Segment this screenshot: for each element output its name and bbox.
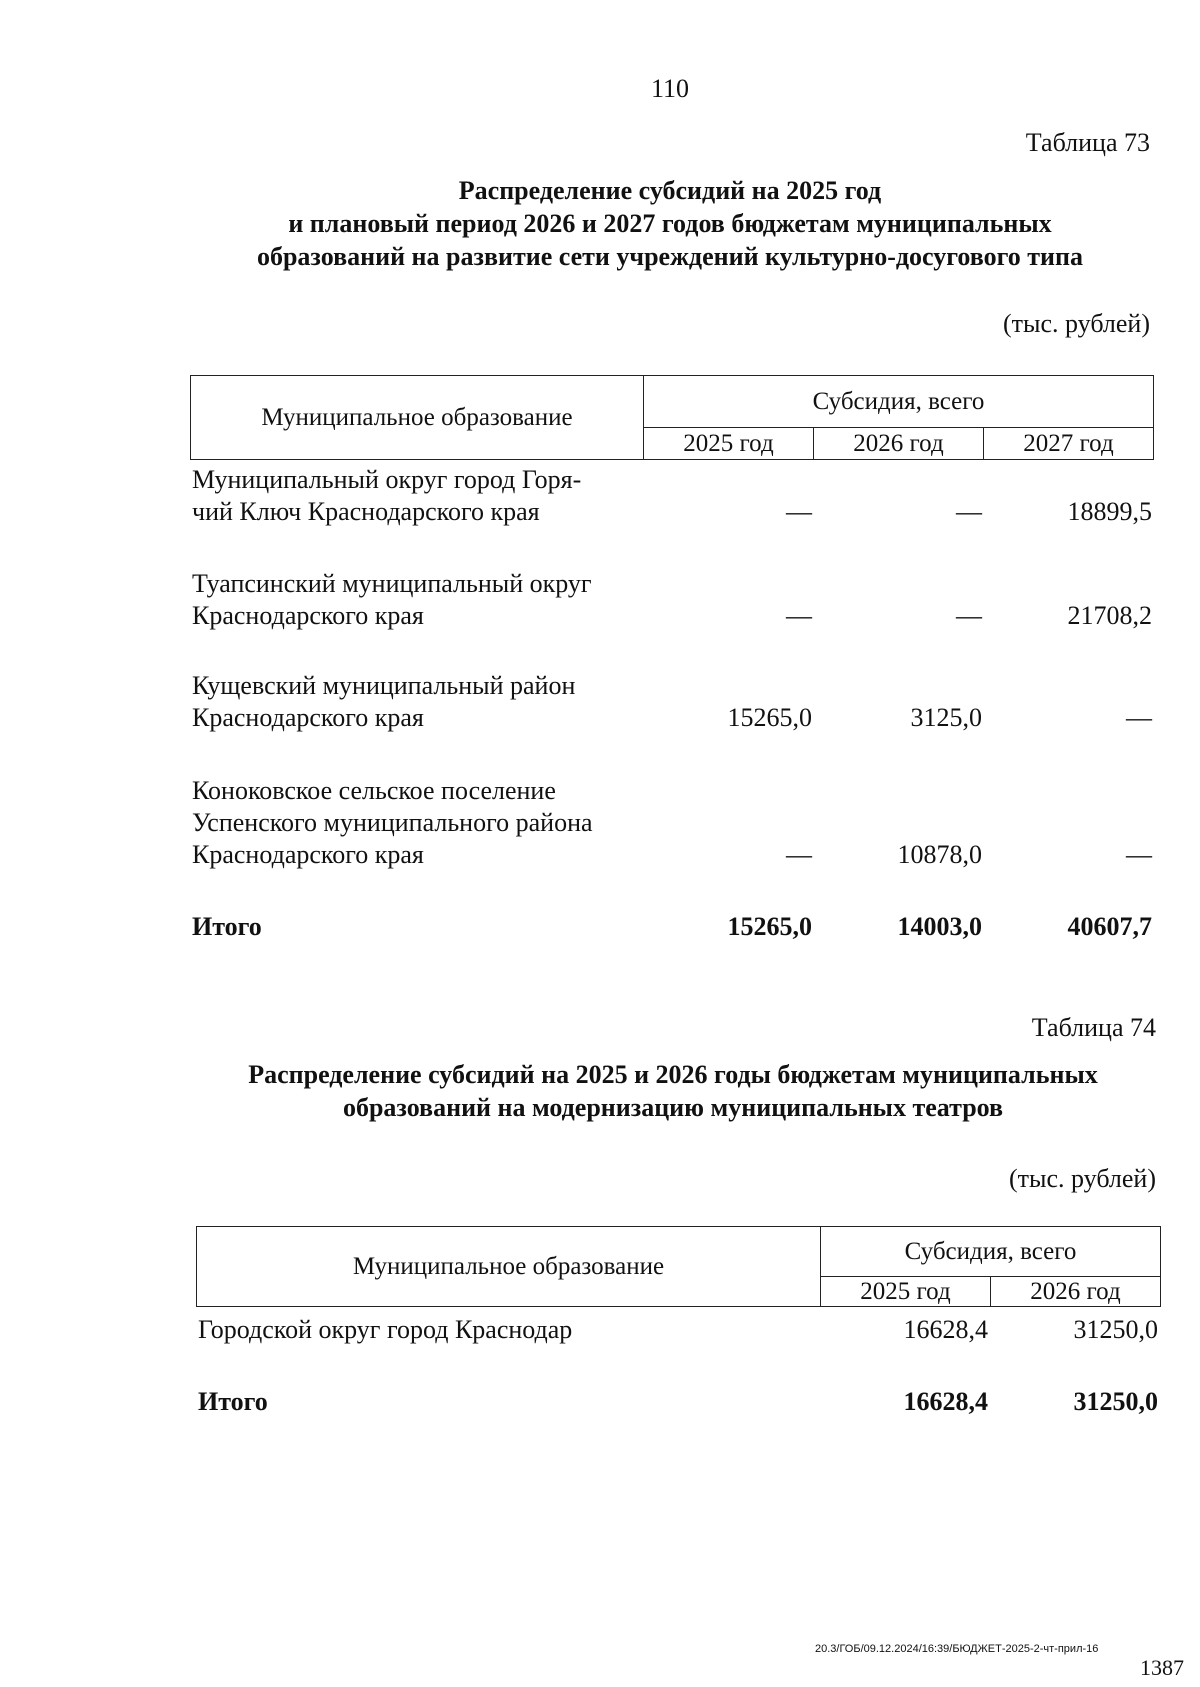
cell-2027: 18899,5 xyxy=(1067,497,1152,526)
title-line: и плановый период 2026 и 2027 годов бюджетам муниципальных xyxy=(288,209,1052,238)
table-total-row xyxy=(198,1386,1158,1420)
cell-2026: — xyxy=(956,601,982,630)
page-number: 110 xyxy=(650,74,690,103)
total-2025: 15265,0 xyxy=(727,912,812,941)
title-line: образований на модернизацию муниципальных театров xyxy=(342,1093,1004,1122)
cell-2027: — xyxy=(1126,703,1152,732)
row-name-line: Кущевский муниципальный район xyxy=(192,671,576,700)
table-row xyxy=(192,464,1152,534)
header-year-2025: 2025 год xyxy=(644,428,814,460)
total-2026: 14003,0 xyxy=(897,912,982,941)
row-name-line: Коноковское сельское поселение xyxy=(192,776,556,805)
row-name xyxy=(192,568,592,632)
total-2025: 16628,4 xyxy=(903,1387,988,1416)
cell-2027: — xyxy=(1126,840,1152,869)
cell-2025: — xyxy=(786,497,812,526)
row-name-line: Успенского муниципального района xyxy=(192,808,593,837)
header-municipality: Муниципальное образование xyxy=(197,1227,821,1307)
row-name xyxy=(192,775,593,871)
table-73-header xyxy=(190,375,1154,460)
row-name xyxy=(192,670,575,734)
total-2027: 40607,7 xyxy=(1067,912,1152,941)
row-name-line: Краснодарского края xyxy=(192,840,424,869)
cell-2026: 10878,0 xyxy=(897,840,982,869)
row-name: Городской округ город Краснодар xyxy=(198,1315,573,1344)
row-name-line: Туапсинский муниципальный округ xyxy=(192,569,592,598)
cell-2025: — xyxy=(786,840,812,869)
header-year-2025: 2025 год xyxy=(821,1277,991,1307)
table-73-label: Таблица 73 xyxy=(1025,128,1150,157)
table-74-label: Таблица 74 xyxy=(1031,1013,1156,1042)
cell-2026: 3125,0 xyxy=(910,703,982,732)
header-subsidy-total: Субсидия, всего xyxy=(821,1227,1161,1277)
cell-2025: — xyxy=(786,601,812,630)
total-2026: 31250,0 xyxy=(1073,1387,1158,1416)
title-line: Распределение субсидий на 2025 год xyxy=(458,176,882,205)
header-year-2026: 2026 год xyxy=(991,1277,1161,1307)
header-municipality: Муниципальное образование xyxy=(191,376,644,460)
total-label: Итого xyxy=(198,1387,268,1416)
table-row xyxy=(192,775,1152,875)
cell-2026: 31250,0 xyxy=(1073,1315,1158,1344)
table-74-unit: (тыс. рублей) xyxy=(1008,1164,1156,1193)
header-year-2027: 2027 год xyxy=(984,428,1154,460)
row-name-line: Муниципальный округ город Горя- xyxy=(192,465,582,494)
cell-2025: 15265,0 xyxy=(727,703,812,732)
cell-2027: 21708,2 xyxy=(1067,601,1152,630)
table-row xyxy=(192,568,1152,638)
table-73-unit: (тыс. рублей) xyxy=(1002,309,1150,338)
table-total-row xyxy=(192,911,1152,945)
footer-document-code: 20.3/ГОБ/09.12.2024/16:39/БЮДЖЕТ-2025-2-чт-прил-16 xyxy=(815,1643,1099,1655)
total-label: Итого xyxy=(192,912,262,941)
row-name-line: Краснодарского края xyxy=(192,601,424,630)
table-74-header xyxy=(196,1226,1161,1307)
header-year-2026: 2026 год xyxy=(814,428,984,460)
cell-2026: — xyxy=(956,497,982,526)
row-name-line: чий Ключ Краснодарского края xyxy=(192,497,540,526)
title-line: образований на развитие сети учреждений культурно-досугового типа xyxy=(256,242,1084,271)
footer-page-number: 1387 xyxy=(1140,1655,1184,1680)
row-name-line: Краснодарского края xyxy=(192,703,424,732)
cell-2025: 16628,4 xyxy=(903,1315,988,1344)
row-name xyxy=(192,464,581,528)
table-73-title xyxy=(190,174,1150,273)
table-74-title xyxy=(190,1058,1156,1124)
header-subsidy-total: Субсидия, всего xyxy=(644,376,1154,428)
table-row xyxy=(198,1314,1158,1348)
title-line: Распределение субсидий на 2025 и 2026 годы бюджетам муниципальных xyxy=(248,1060,1098,1089)
table-row xyxy=(192,670,1152,740)
